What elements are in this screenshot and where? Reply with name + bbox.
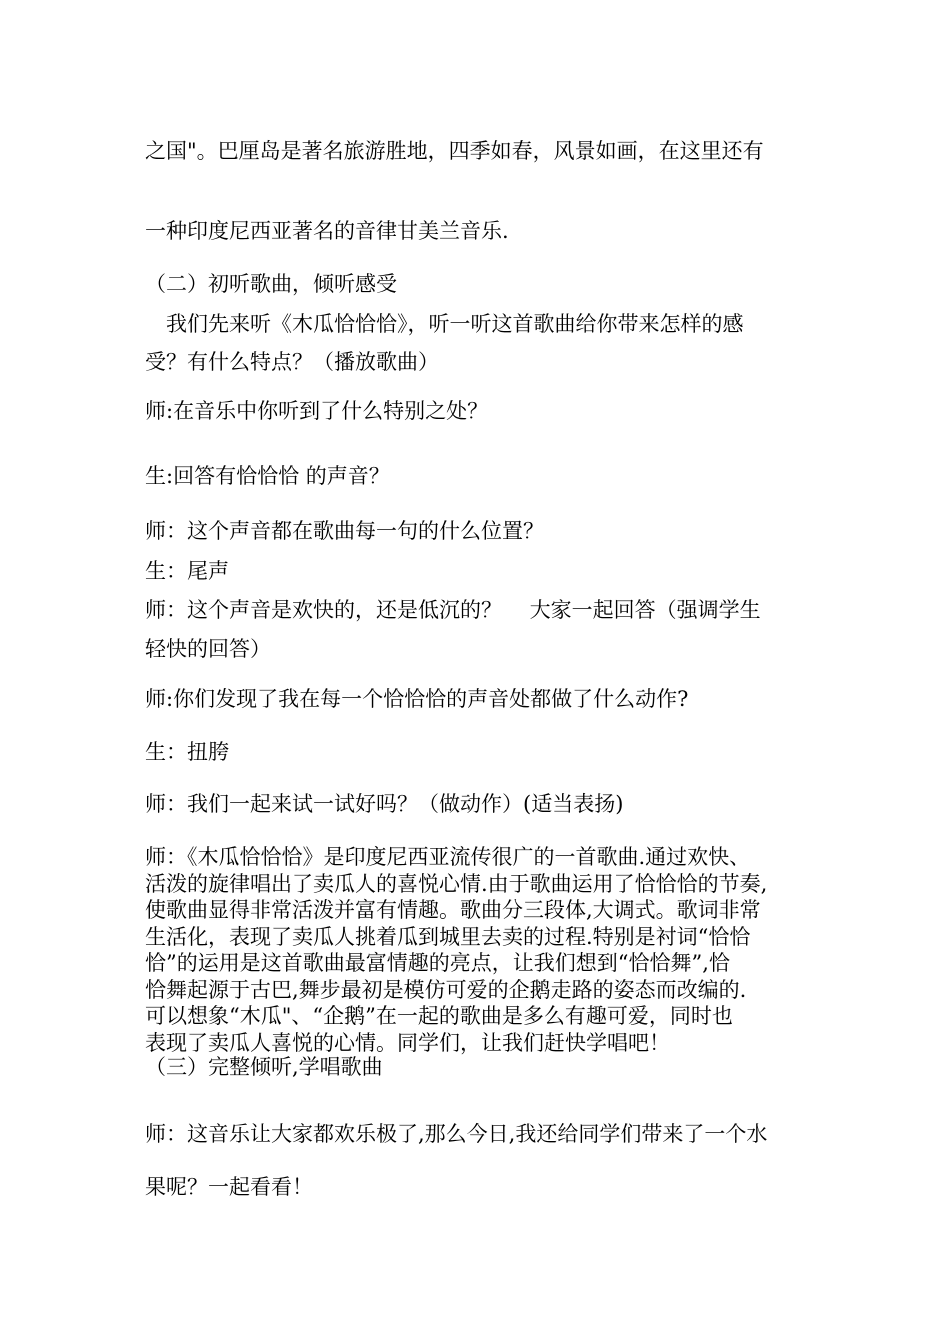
paragraph-line: 可以想象“木瓜"、“企鹅”在一起的歌曲是多么有趣可爱，同时也 xyxy=(145,1004,733,1028)
description-paragraph xyxy=(145,844,810,1056)
paragraph-line: 恰”的运用是这首歌曲最富情趣的亮点，让我们想到“恰恰舞”,恰 xyxy=(145,951,730,975)
paragraph-line: 表现了卖瓜人喜悦的心情。同学们，让我们赶快学唱吧！ xyxy=(145,1030,670,1055)
text-line: 师：这个声音是欢快的，还是低沉的？ 大家一起回答（强调学生 xyxy=(145,598,761,622)
paragraph-line: 活泼的旋律唱出了卖瓜人的喜悦心情.由于歌曲运用了恰恰恰的节奏, xyxy=(145,871,768,896)
text-line: 师:在音乐中你听到了什么特别之处？ xyxy=(145,399,489,423)
text-line: 果呢？一起看看！ xyxy=(145,1175,313,1199)
text-line: 师：这音乐让大家都欢乐极了,那么今日,我还给同学们带来了一个水 xyxy=(145,1122,768,1146)
paragraph-line: 生活化，表现了卖瓜人挑着瓜到城里去卖的过程.特别是衬词“恰恰 xyxy=(145,924,751,949)
text-line: 生:回答有恰恰恰 的声音？ xyxy=(145,464,390,488)
section-heading: （二）初听歌曲，倾听感受 xyxy=(145,272,397,296)
paragraph-line: 恰舞起源于古巴,舞步最初是模仿可爱的企鹅走路的姿态而改编的. xyxy=(145,977,747,1002)
text-line: 师：这个声音都在歌曲每一句的什么位置？ xyxy=(145,519,544,543)
text-line: 之国"。巴厘岛是著名旅游胜地，四季如春，风景如画，在这里还有 xyxy=(145,139,764,163)
paragraph-line: 师：《木瓜恰恰恰》是印度尼西亚流传很广的一首歌曲.通过欢快、 xyxy=(145,845,751,869)
text-line: 师：我们一起来试一试好吗？（做动作）(适当表扬) xyxy=(145,792,624,816)
text-line: 一种印度尼西亚著名的音律甘美兰音乐. xyxy=(145,219,509,243)
text-line: 轻快的回答） xyxy=(145,637,271,661)
text-line: 受？有什么特点？（播放歌曲） xyxy=(145,350,439,374)
text-line: 我们先来听《木瓜恰恰恰》，听一听这首歌曲给你带来怎样的感 xyxy=(145,312,744,336)
text-line: 生：扭胯 xyxy=(145,740,229,764)
section-heading: （三）完整倾听,学唱歌曲 xyxy=(145,1055,383,1079)
text-line: 师:你们发现了我在每一个恰恰恰的声音处都做了什么动作? xyxy=(145,687,689,711)
paragraph-line: 使歌曲显得非常活泼并富有情趣。歌曲分三段体,大调式。歌词非常 xyxy=(145,898,761,922)
text-line: 生：尾声 xyxy=(145,559,229,583)
